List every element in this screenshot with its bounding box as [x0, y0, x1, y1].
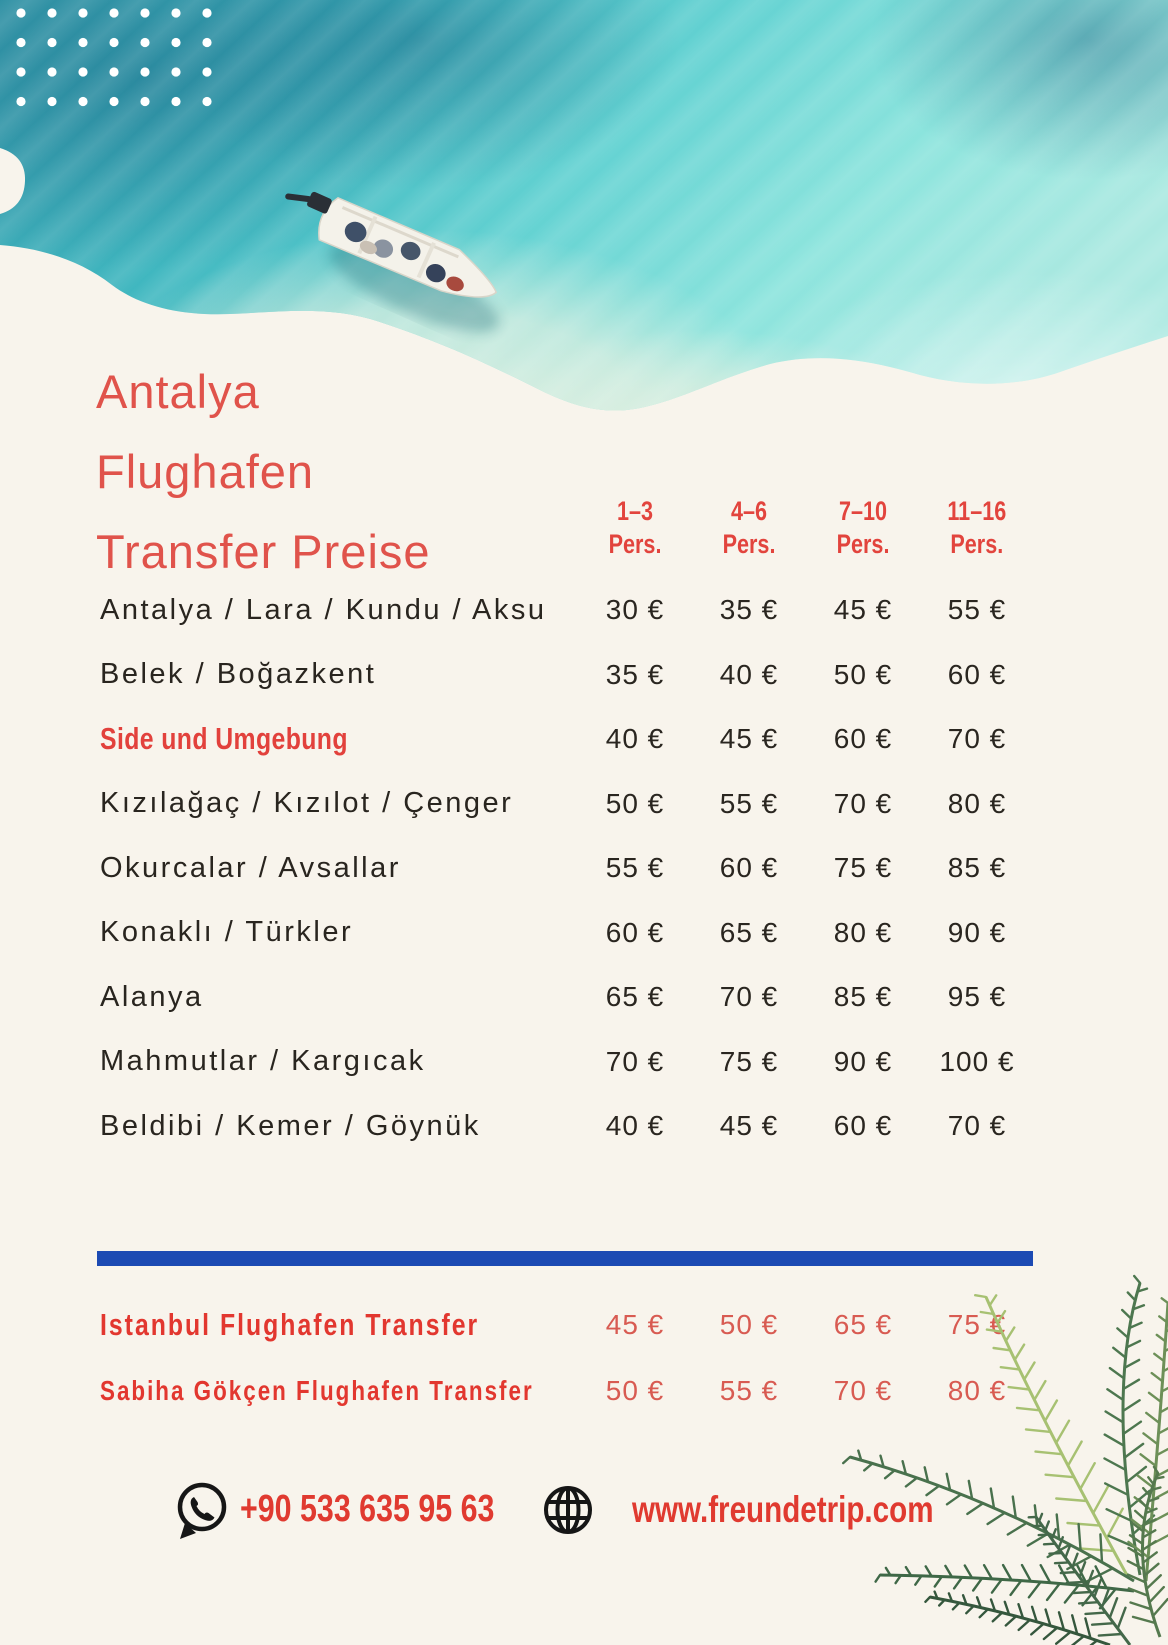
table-row [100, 707, 1034, 772]
destination-label-text: Side und Umgebung [100, 721, 348, 757]
transfer-label-text: Sabiha Gökçen Flughafen Transfer [100, 1374, 534, 1406]
price-cell: 75 € [719, 1045, 779, 1077]
price-cell: 95 € [947, 981, 1007, 1013]
price-cell: 80 € [947, 787, 1007, 819]
destination-label: Antalya / Lara / Kundu / Aksu [100, 593, 547, 626]
table-row [100, 901, 1034, 966]
title-line: Antalya [96, 365, 260, 418]
price-cell: 65 € [605, 981, 665, 1013]
price-cell: 60 € [833, 1110, 893, 1142]
price-cell: 40 € [605, 723, 665, 755]
price-cell: 85 € [947, 852, 1007, 884]
price-cell: 65 € [719, 916, 779, 948]
price-cell: 40 € [605, 1110, 665, 1142]
table-row [100, 965, 1034, 1030]
price-cell: 60 € [719, 852, 779, 884]
price-cell: 55 € [719, 1375, 779, 1406]
title-line: Transfer Preise [96, 525, 431, 578]
column-unit: Pers. [836, 529, 890, 559]
price-cell: 85 € [833, 981, 893, 1013]
transfer-label [100, 1375, 578, 1408]
column-header-text [837, 495, 890, 561]
destination-label: Okurcalar / Avsallar [100, 851, 401, 884]
table-row [100, 1094, 1034, 1159]
price-cell: 70 € [947, 1110, 1007, 1142]
price-cell: 35 € [719, 594, 779, 626]
price-cell: 70 € [833, 787, 893, 819]
price-cell: 60 € [947, 658, 1007, 690]
price-cell: 90 € [833, 1045, 893, 1077]
price-cell: 45 € [605, 1309, 665, 1340]
table-row [100, 643, 1034, 708]
price-cell: 100 € [939, 1045, 1015, 1077]
column-unit: Pers. [950, 529, 1004, 559]
price-cell: 45 € [719, 723, 779, 755]
price-cell: 50 € [605, 1375, 665, 1406]
destination-label [100, 721, 578, 757]
price-cell: 60 € [833, 723, 893, 755]
price-cell: 90 € [947, 916, 1007, 948]
column-header [578, 495, 692, 561]
price-cell: 30 € [605, 594, 665, 626]
price-cell: 55 € [605, 852, 665, 884]
column-range: 7–10 [838, 496, 888, 526]
column-header [920, 495, 1034, 561]
price-cell: 70 € [833, 1375, 893, 1406]
price-cell: 55 € [719, 787, 779, 819]
price-cell: 45 € [719, 1110, 779, 1142]
table-row [100, 772, 1034, 837]
column-range: 4–6 [730, 496, 768, 526]
column-range: 11–16 [947, 496, 1007, 526]
price-cell: 55 € [947, 594, 1007, 626]
price-cell: 60 € [605, 916, 665, 948]
price-cell: 70 € [947, 723, 1007, 755]
price-cell: 75 € [833, 852, 893, 884]
column-unit: Pers. [722, 529, 776, 559]
whatsapp-icon [172, 1480, 230, 1542]
column-unit: Pers. [608, 529, 662, 559]
price-cell: 80 € [833, 916, 893, 948]
website-url-text: www.freundetrip.com [632, 1489, 934, 1530]
destination-label: Alanya [100, 980, 204, 1013]
table-row [100, 1030, 1034, 1095]
phone-number [240, 1488, 558, 1531]
price-cell: 50 € [605, 787, 665, 819]
globe-icon [540, 1482, 596, 1538]
phone-number-text: +90 533 635 95 63 [240, 1488, 495, 1530]
price-cell: 65 € [833, 1309, 893, 1340]
table-row [100, 578, 1034, 643]
destination-label: Kızılağaç / Kızılot / Çenger [100, 787, 514, 820]
price-cell: 80 € [947, 1375, 1007, 1406]
table-row [100, 836, 1034, 901]
price-cell: 35 € [605, 658, 665, 690]
transfer-label-text: Istanbul Flughafen Transfer [100, 1307, 480, 1342]
price-cell: 70 € [605, 1045, 665, 1077]
destination-label: Mahmutlar / Kargıcak [100, 1045, 426, 1078]
price-cell: 40 € [719, 658, 779, 690]
price-table [100, 478, 1034, 1159]
column-range: 1–3 [616, 496, 654, 526]
price-cell: 75 € [947, 1309, 1007, 1340]
column-header-text [948, 495, 1007, 561]
destination-label: Belek / Boğazkent [100, 658, 377, 691]
transfer-label [100, 1307, 578, 1343]
destination-label: Konaklı / Türkler [100, 916, 354, 949]
column-header [806, 495, 920, 561]
title-line: Flughafen [96, 445, 315, 498]
price-cell: 45 € [833, 594, 893, 626]
destination-label: Beldibi / Kemer / Göynük [100, 1109, 481, 1142]
column-header [692, 495, 806, 561]
column-header-text [609, 495, 662, 561]
palm-leaves-graphic [828, 1245, 1168, 1645]
table-header-row [100, 478, 1034, 578]
column-header-text [723, 495, 776, 561]
price-cell: 50 € [719, 1309, 779, 1340]
price-cell: 70 € [719, 981, 779, 1013]
price-cell: 50 € [833, 658, 893, 690]
